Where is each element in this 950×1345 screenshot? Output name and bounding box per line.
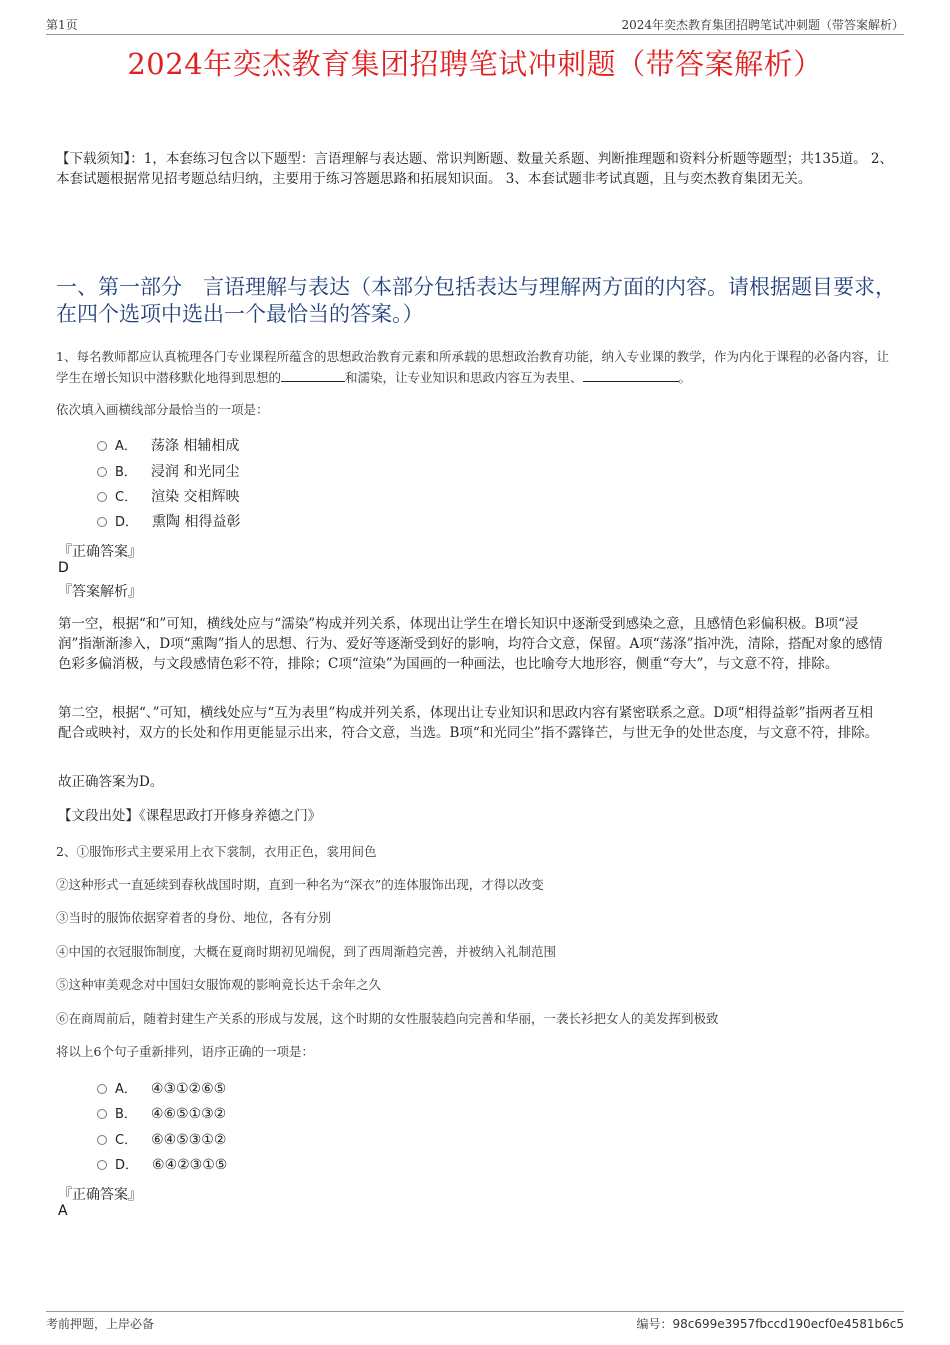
radio-icon[interactable]: [97, 467, 107, 477]
q1-answer-tag: 『正确答案』: [58, 544, 142, 560]
q2-option-b[interactable]: B． ④⑥⑤①③②: [97, 1104, 226, 1124]
q2-answer-tag: 『正确答案』: [58, 1187, 142, 1203]
q1-analysis-tag: 『答案解析』: [58, 584, 142, 600]
question-1-prompt: 依次填入画横线部分最恰当的一项是：: [56, 402, 269, 417]
radio-icon[interactable]: [97, 1084, 107, 1094]
q2-line-5: ⑤这种审美观念对中国妇女服饰观的影响竟长达千余年之久: [56, 977, 382, 992]
radio-icon[interactable]: [97, 517, 107, 527]
question-1-text-part2: 和濡染，让专业知识和思政内容互为表里、: [345, 370, 583, 385]
q2-option-c[interactable]: C． ⑥④⑤③①②: [97, 1130, 226, 1150]
q1-option-a[interactable]: A． 荡涤 相辅相成: [97, 436, 239, 456]
q2-prompt: 将以上6个句子重新排列，语序正确的一项是：: [56, 1044, 314, 1059]
page-header: [46, 16, 904, 35]
blank-1: [281, 369, 345, 382]
q2-line-3: ③当时的服饰依据穿着者的身份、地位，各有分别: [56, 910, 332, 925]
blank-2: [583, 369, 679, 382]
page-footer: [46, 1311, 904, 1331]
radio-icon[interactable]: [97, 1160, 107, 1170]
q2-answer: A: [58, 1203, 68, 1219]
question-1-text-part1: 1、每名教师都应认真梳理各门专业课程所蕴含的思想政治教育元素和所承载的思想政治教育功能，纳入专业课的教学，作为内化于课程的必备内容，让学生在增长知识中潜移默化地得到思想的: [56, 349, 889, 385]
q1-option-b[interactable]: B． 浸润 和光同尘: [97, 462, 239, 482]
q1-option-d[interactable]: D． 熏陶 相得益彰: [97, 512, 240, 532]
q1-analysis-1: 第一空，根据“和”可知，横线处应与“濡染”构成并列关系，体现出让学生在增长知识中逐渐受到感染之意，且感情色彩偏积极。B项“浸润”指渐渐渗入，D项“熏陶”指人的思想、行为、爱好等逐渐受到好的影响，均符合文意，保留。A项“荡涤”指冲洗，清除，搭配对象的感情色彩多偏消极，与文段感情色彩不符，排除；C项“渲染”为国画的一种画法，也比喻夸大地形容，侧重“夸大”，与文意不符，排除。: [58, 616, 883, 672]
q2-line-6: ⑥在商周前后，随着封建生产关系的形成与发展，这个时期的女性服装趋向完善和华丽，一袭长衫把女人的美发挥到极致: [56, 1011, 719, 1026]
radio-icon[interactable]: [97, 1135, 107, 1145]
q2-option-a[interactable]: A． ④③①②⑥⑤: [97, 1079, 226, 1099]
q1-analysis-2: 第二空，根据“、”可知，横线处应与“互为表里”构成并列关系，体现出让专业知识和思政内容有紧密联系之意。D项“相得益彰”指两者互相配合或映衬，双方的长处和作用更能显示出来，符合文意，当选。B项“和光同尘”指不露锋芒，与世无争的处世态度，与文意不符，排除。: [58, 705, 879, 741]
footer-code: 编号：98c699e3957fbccd190ecf0e4581b6c5: [636, 1317, 904, 1331]
download-notice: 【下载须知】：1，本套练习包含以下题型：言语理解与表达题、常识判断题、数量关系题、判断推理题和资料分析题等题型；共135道。 2、本套试题根据常见招考题总结归纳，主要用于练习答题思路和拓展知识面。 3、本套试题非考试真题，且与奕杰教育集团无关。: [56, 151, 893, 187]
q2-option-d[interactable]: D． ⑥④②③①⑤: [97, 1155, 227, 1175]
radio-icon[interactable]: [97, 1109, 107, 1119]
page-number: 第1页: [46, 18, 78, 32]
section-title: 一、第一部分 言语理解与表达（本部分包括表达与理解两方面的内容。请根据题目要求，在四个选项中选出一个最恰当的答案。）: [56, 275, 896, 326]
document-title: 2024年奕杰教育集团招聘笔试冲刺题（带答案解析）: [127, 47, 823, 81]
radio-icon[interactable]: [97, 441, 107, 451]
question-1-text: [56, 346, 901, 388]
q2-line-4: ④中国的衣冠服饰制度，大概在夏商时期初见端倪，到了西周渐趋完善，并被纳入礼制范围: [56, 944, 557, 959]
q1-source: 【文段出处】《课程思政打开修身养德之门》: [58, 808, 322, 824]
radio-icon[interactable]: [97, 492, 107, 502]
footer-slogan: 考前押题，上岸必备: [46, 1317, 155, 1331]
q2-line-2: ②这种形式一直延续到春秋战国时期，直到一种名为“深衣”的连体服饰出现，才得以改变: [56, 877, 544, 892]
q1-option-c[interactable]: C． 渲染 交相辉映: [97, 487, 240, 507]
question-1-text-part3: 。: [678, 370, 692, 385]
q1-answer: D: [58, 560, 69, 576]
q2-line-1: 2、①服饰形式主要采用上衣下裳制，衣用正色，裳用间色: [56, 844, 377, 859]
header-doc-title: 2024年奕杰教育集团招聘笔试冲刺题（带答案解析）: [621, 18, 904, 32]
q1-conclusion: 故正确答案为D。: [58, 774, 164, 790]
